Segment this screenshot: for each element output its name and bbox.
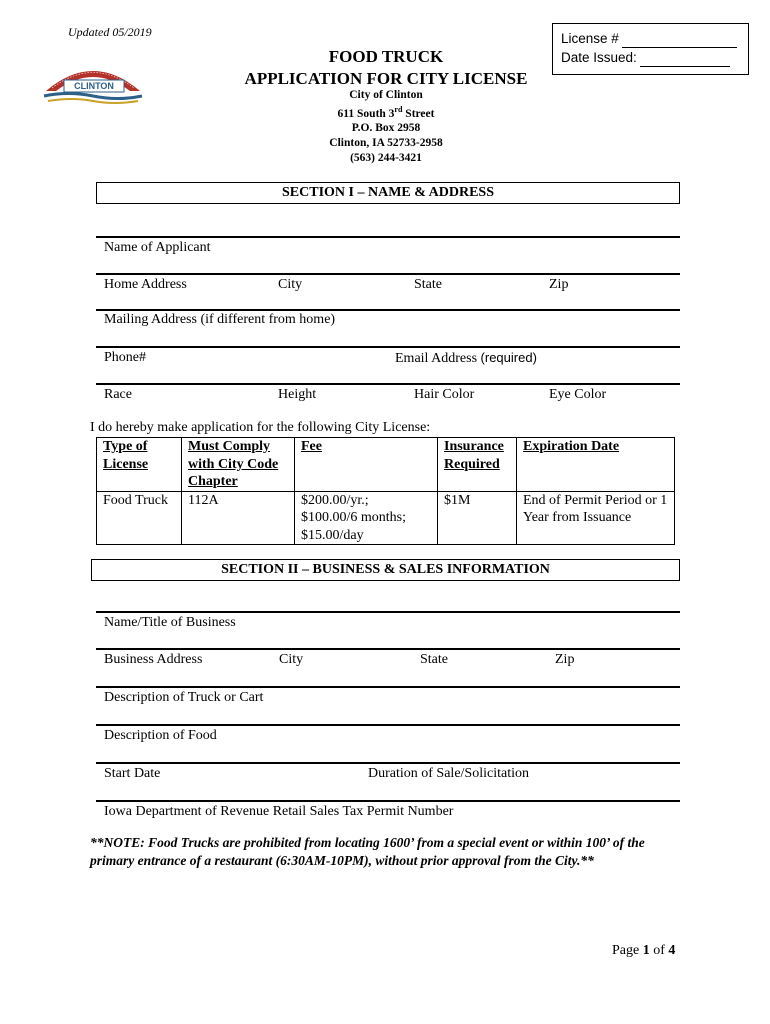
logo-text: CLINTON (74, 81, 114, 91)
tax-permit-field[interactable]: Iowa Department of Revenue Retail Sales Tax Permit Number (104, 804, 454, 819)
date-issued-label: Date Issued: (561, 50, 637, 65)
hair-color-field[interactable]: Hair Color (414, 387, 475, 402)
address-street: 611 South 3rd Street (337, 104, 435, 120)
state-field[interactable]: State (414, 277, 442, 292)
phone-field[interactable]: Phone# (104, 350, 146, 365)
divider (96, 383, 680, 385)
business-state-field[interactable]: State (420, 652, 448, 667)
form-title-line1: FOOD TRUCK (328, 47, 444, 66)
col-expiration: Expiration Date (517, 438, 675, 492)
height-field[interactable]: Height (278, 387, 317, 402)
updated-date: Updated 05/2019 (68, 25, 152, 39)
name-of-applicant-field[interactable]: Name of Applicant (104, 240, 211, 255)
cell-chapter: 112A (182, 491, 295, 545)
license-number-label: License # (561, 31, 619, 46)
divider (96, 273, 680, 275)
home-address-field[interactable]: Home Address (104, 277, 187, 292)
table-row (97, 491, 675, 545)
table-header-row (97, 438, 675, 492)
date-issued-line[interactable] (640, 53, 730, 67)
mailing-address-field[interactable]: Mailing Address (if different from home) (104, 312, 336, 327)
email-required-note: (required) (480, 350, 537, 365)
license-box (552, 23, 749, 75)
cell-insurance: $1M (438, 491, 517, 545)
race-field[interactable]: Race (104, 387, 132, 402)
zip-field[interactable]: Zip (549, 277, 569, 292)
city-address (240, 88, 532, 165)
divider (96, 611, 680, 613)
page-number: Page 1 of 4 (612, 943, 676, 958)
col-insurance: Insurance Required (438, 438, 517, 492)
cell-type: Food Truck (97, 491, 182, 545)
address-po-box: P.O. Box 2958 (351, 122, 421, 135)
food-description-field[interactable]: Description of Food (104, 728, 217, 743)
eye-color-field[interactable]: Eye Color (549, 387, 607, 402)
divider (96, 762, 680, 764)
business-zip-field[interactable]: Zip (555, 652, 575, 667)
divider (96, 724, 680, 726)
cell-fee: $200.00/yr.; $100.00/6 months; $15.00/day (295, 491, 438, 545)
license-number-line[interactable] (622, 34, 737, 48)
truck-description-field[interactable]: Description of Truck or Cart (104, 690, 264, 705)
address-org: City of Clinton (349, 89, 423, 101)
duration-field[interactable]: Duration of Sale/Solicitation (368, 766, 529, 781)
license-table (96, 437, 675, 545)
city-field[interactable]: City (278, 277, 303, 292)
section1-header: SECTION I – NAME & ADDRESS (96, 182, 680, 204)
start-date-field[interactable]: Start Date (104, 766, 161, 781)
section2-header: SECTION II – BUSINESS & SALES INFORMATION (91, 559, 680, 581)
city-logo (42, 55, 144, 105)
divider (96, 309, 680, 311)
business-name-field[interactable]: Name/Title of Business (104, 615, 236, 630)
business-city-field[interactable]: City (279, 652, 304, 667)
address-phone: (563) 244-3421 (350, 151, 422, 164)
col-chapter: Must Comply with City Code Chapter (182, 438, 295, 492)
col-fee: Fee (295, 438, 438, 492)
divider (96, 236, 680, 238)
divider (96, 686, 680, 688)
col-type: Type of License (97, 438, 182, 492)
cell-expiration: End of Permit Period or 1 Year from Issuance (517, 491, 675, 545)
license-intro-text: I do hereby make application for the following City License: (90, 420, 431, 435)
email-field[interactable]: Email Address (required) (395, 350, 537, 366)
food-truck-note: **NOTE: Food Trucks are prohibited from locating 1600’ from a special event or within 100’ of the primary entrance of a restaurant (6:30AM-10PM), without prior approval from the City.** (90, 835, 645, 868)
divider (96, 800, 680, 802)
divider (96, 648, 680, 650)
business-address-field[interactable]: Business Address (104, 652, 203, 667)
form-title-line2: APPLICATION FOR CITY LICENSE (244, 69, 528, 88)
divider (96, 346, 680, 348)
address-city-state: Clinton, IA 52733-2958 (329, 136, 443, 149)
